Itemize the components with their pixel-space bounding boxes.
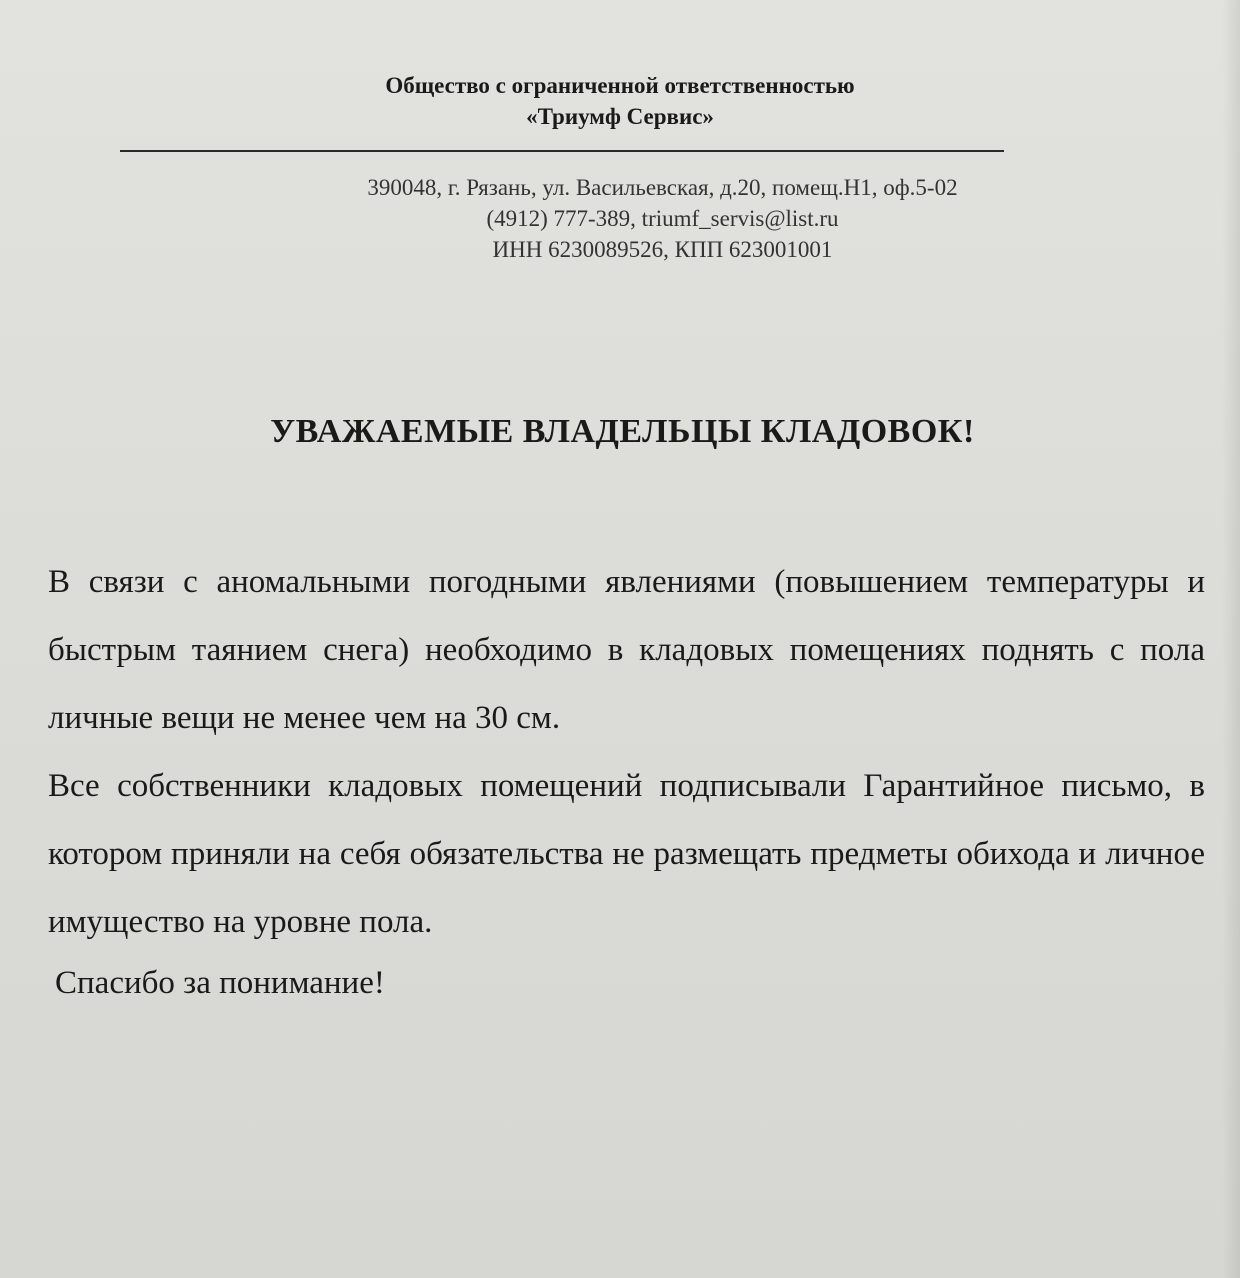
phone-email-line: (4912) 777-389, triumf_servis@list.ru	[486, 206, 839, 231]
notice-paragraph-1: В связи с аномальными погодными явлениями (повышением температуры и быстрым таянием снега) необходимо в кладовых помещениях поднять с пола личные вещи не менее чем на 30 см.	[48, 564, 1205, 736]
notice-body	[48, 548, 1205, 956]
letterhead-organization	[0, 70, 1240, 132]
organization-type: Общество с ограниченной ответственностью	[385, 73, 855, 98]
notice-closing: Спасибо за понимание!	[55, 965, 385, 1001]
page-edge-shadow	[1222, 0, 1240, 1278]
address-line: 390048, г. Рязань, ул. Васильевская, д.20, помещ.Н1, оф.5-02	[367, 175, 958, 200]
notice-headline: УВАЖАЕМЫЕ ВЛАДЕЛЬЦЫ КЛАДОВОК!	[270, 413, 975, 450]
tax-ids-line: ИНН 6230089526, КПП 623001001	[492, 237, 833, 262]
notice-paragraph-2: Все собственники кладовых помещений подписывали Гарантийное письмо, в котором приняли на себя обязательства не размещать предметы обихода и личное имущество на уровне пола.	[48, 768, 1205, 940]
letterhead-divider	[120, 150, 1004, 152]
letterhead-contacts	[0, 172, 1240, 265]
organization-name: «Триумф Сервис»	[526, 104, 714, 129]
